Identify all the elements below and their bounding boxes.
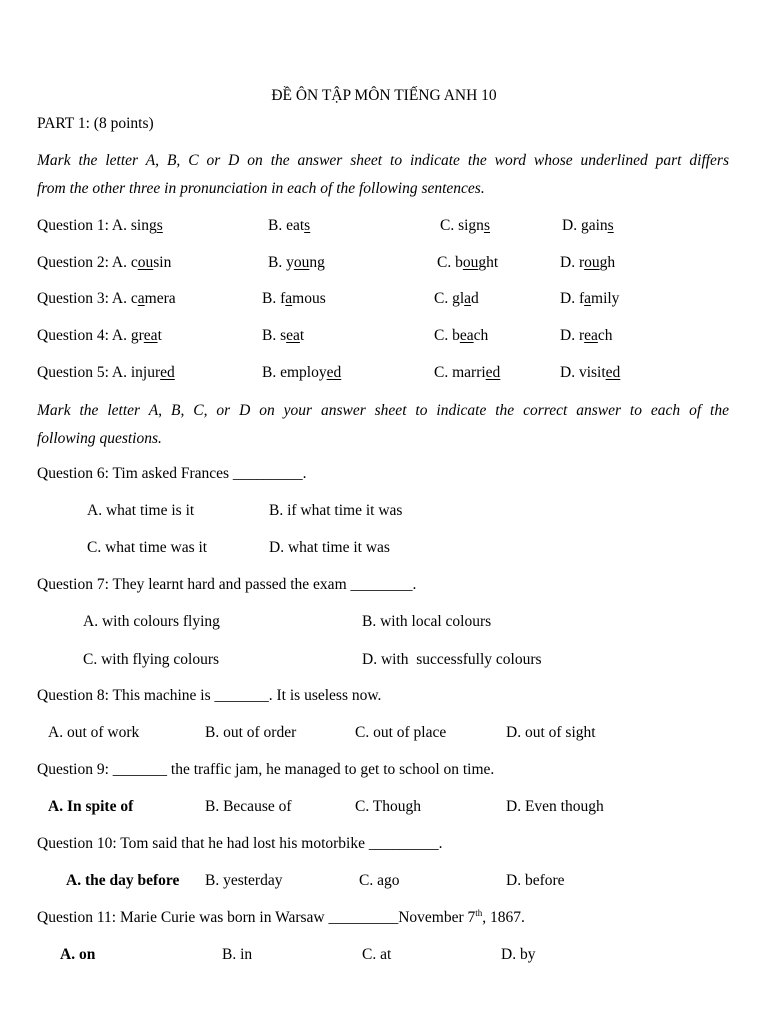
question-10-option-b: B. yesterday (205, 872, 283, 889)
question-10-option-d: D. before (506, 872, 565, 889)
question-7-option-b: B. with local colours (362, 613, 492, 630)
question-5-option-a: Question 5: A. injured (37, 364, 175, 381)
question-6-option-c: C. what time was it (87, 539, 208, 556)
question-8-stem: Question 8: This machine is _______. It is useless now. (37, 687, 382, 704)
question-5-option-b: B. employed (262, 364, 342, 381)
question-8-option-a: A. out of work (48, 724, 140, 741)
question-11-option-a: A. on (60, 946, 96, 963)
question-4-option-d: D. reach (560, 327, 613, 344)
question-3-option-d: D. family (560, 290, 620, 307)
question-4-option-b: B. seat (262, 327, 305, 344)
question-5-option-c: C. married (434, 364, 501, 381)
question-7-option-a: A. with colours flying (83, 613, 220, 630)
question-6-stem: Question 6: Tim asked Frances _________. (37, 465, 307, 482)
question-2-option-b: B. young (268, 254, 325, 271)
question-9-stem: Question 9: _______ the traffic jam, he managed to get to school on time. (37, 761, 495, 778)
question-9-option-a: A. In spite of (48, 798, 134, 815)
instruction-2-line-1: Mark the letter A, B, C, or D on your answer sheet to indicate the correct answer to each of the (37, 402, 729, 419)
question-6-option-b: B. if what time it was (269, 502, 403, 519)
question-3-option-a: Question 3: A. camera (37, 290, 176, 307)
question-8-option-b: B. out of order (205, 724, 297, 741)
question-9-option-c: C. Though (355, 798, 422, 815)
question-2-option-c: C. bought (437, 254, 499, 271)
question-9-option-d: D. Even though (506, 798, 604, 815)
question-3-option-c: C. glad (434, 290, 479, 307)
question-6-option-a: A. what time is it (87, 502, 195, 519)
part-heading: PART 1: (8 points) (37, 115, 154, 132)
question-7-option-c: C. with flying colours (83, 651, 220, 668)
question-11-option-b: B. in (222, 946, 253, 963)
question-9-option-b: B. Because of (205, 798, 292, 815)
question-10-option-a: A. the day before (66, 872, 180, 889)
question-2-option-d: D. rough (560, 254, 616, 271)
question-11-option-d: D. by (501, 946, 536, 963)
question-1-option-d: D. gains (562, 217, 614, 234)
question-8-option-d: D. out of sight (506, 724, 596, 741)
question-7-stem: Question 7: They learnt hard and passed the exam ________. (37, 576, 417, 593)
question-11-stem: Question 11: Marie Curie was born in Warsaw _________November 7th, 1867. (37, 908, 525, 926)
question-1-option-a: Question 1: A. sings (37, 217, 163, 234)
instruction-2-line-2: following questions. (37, 430, 162, 447)
question-4-option-c: C. beach (434, 327, 489, 344)
question-11-option-c: C. at (362, 946, 392, 963)
question-1-option-b: B. eats (268, 217, 311, 234)
question-2-option-a: Question 2: A. cousin (37, 254, 172, 271)
question-7-option-d: D. with successfully colours (362, 651, 542, 668)
question-3-option-b: B. famous (262, 290, 326, 307)
question-5-option-d: D. visited (560, 364, 621, 381)
question-4-option-a: Question 4: A. great (37, 327, 162, 344)
question-6-option-d: D. what time it was (269, 539, 390, 556)
page-title: ĐỀ ÔN TẬP MÔN TIẾNG ANH 10 (271, 87, 497, 104)
question-8-option-c: C. out of place (355, 724, 447, 741)
question-1-option-c: C. signs (440, 217, 490, 234)
question-10-stem: Question 10: Tom said that he had lost his motorbike _________. (37, 835, 443, 852)
instruction-1-line-1: Mark the letter A, B, C or D on the answer sheet to indicate the word whose underlined part differs (37, 152, 729, 169)
question-10-option-c: C. ago (359, 872, 400, 889)
instruction-1-line-2: from the other three in pronunciation in each of the following sentences. (37, 180, 485, 197)
